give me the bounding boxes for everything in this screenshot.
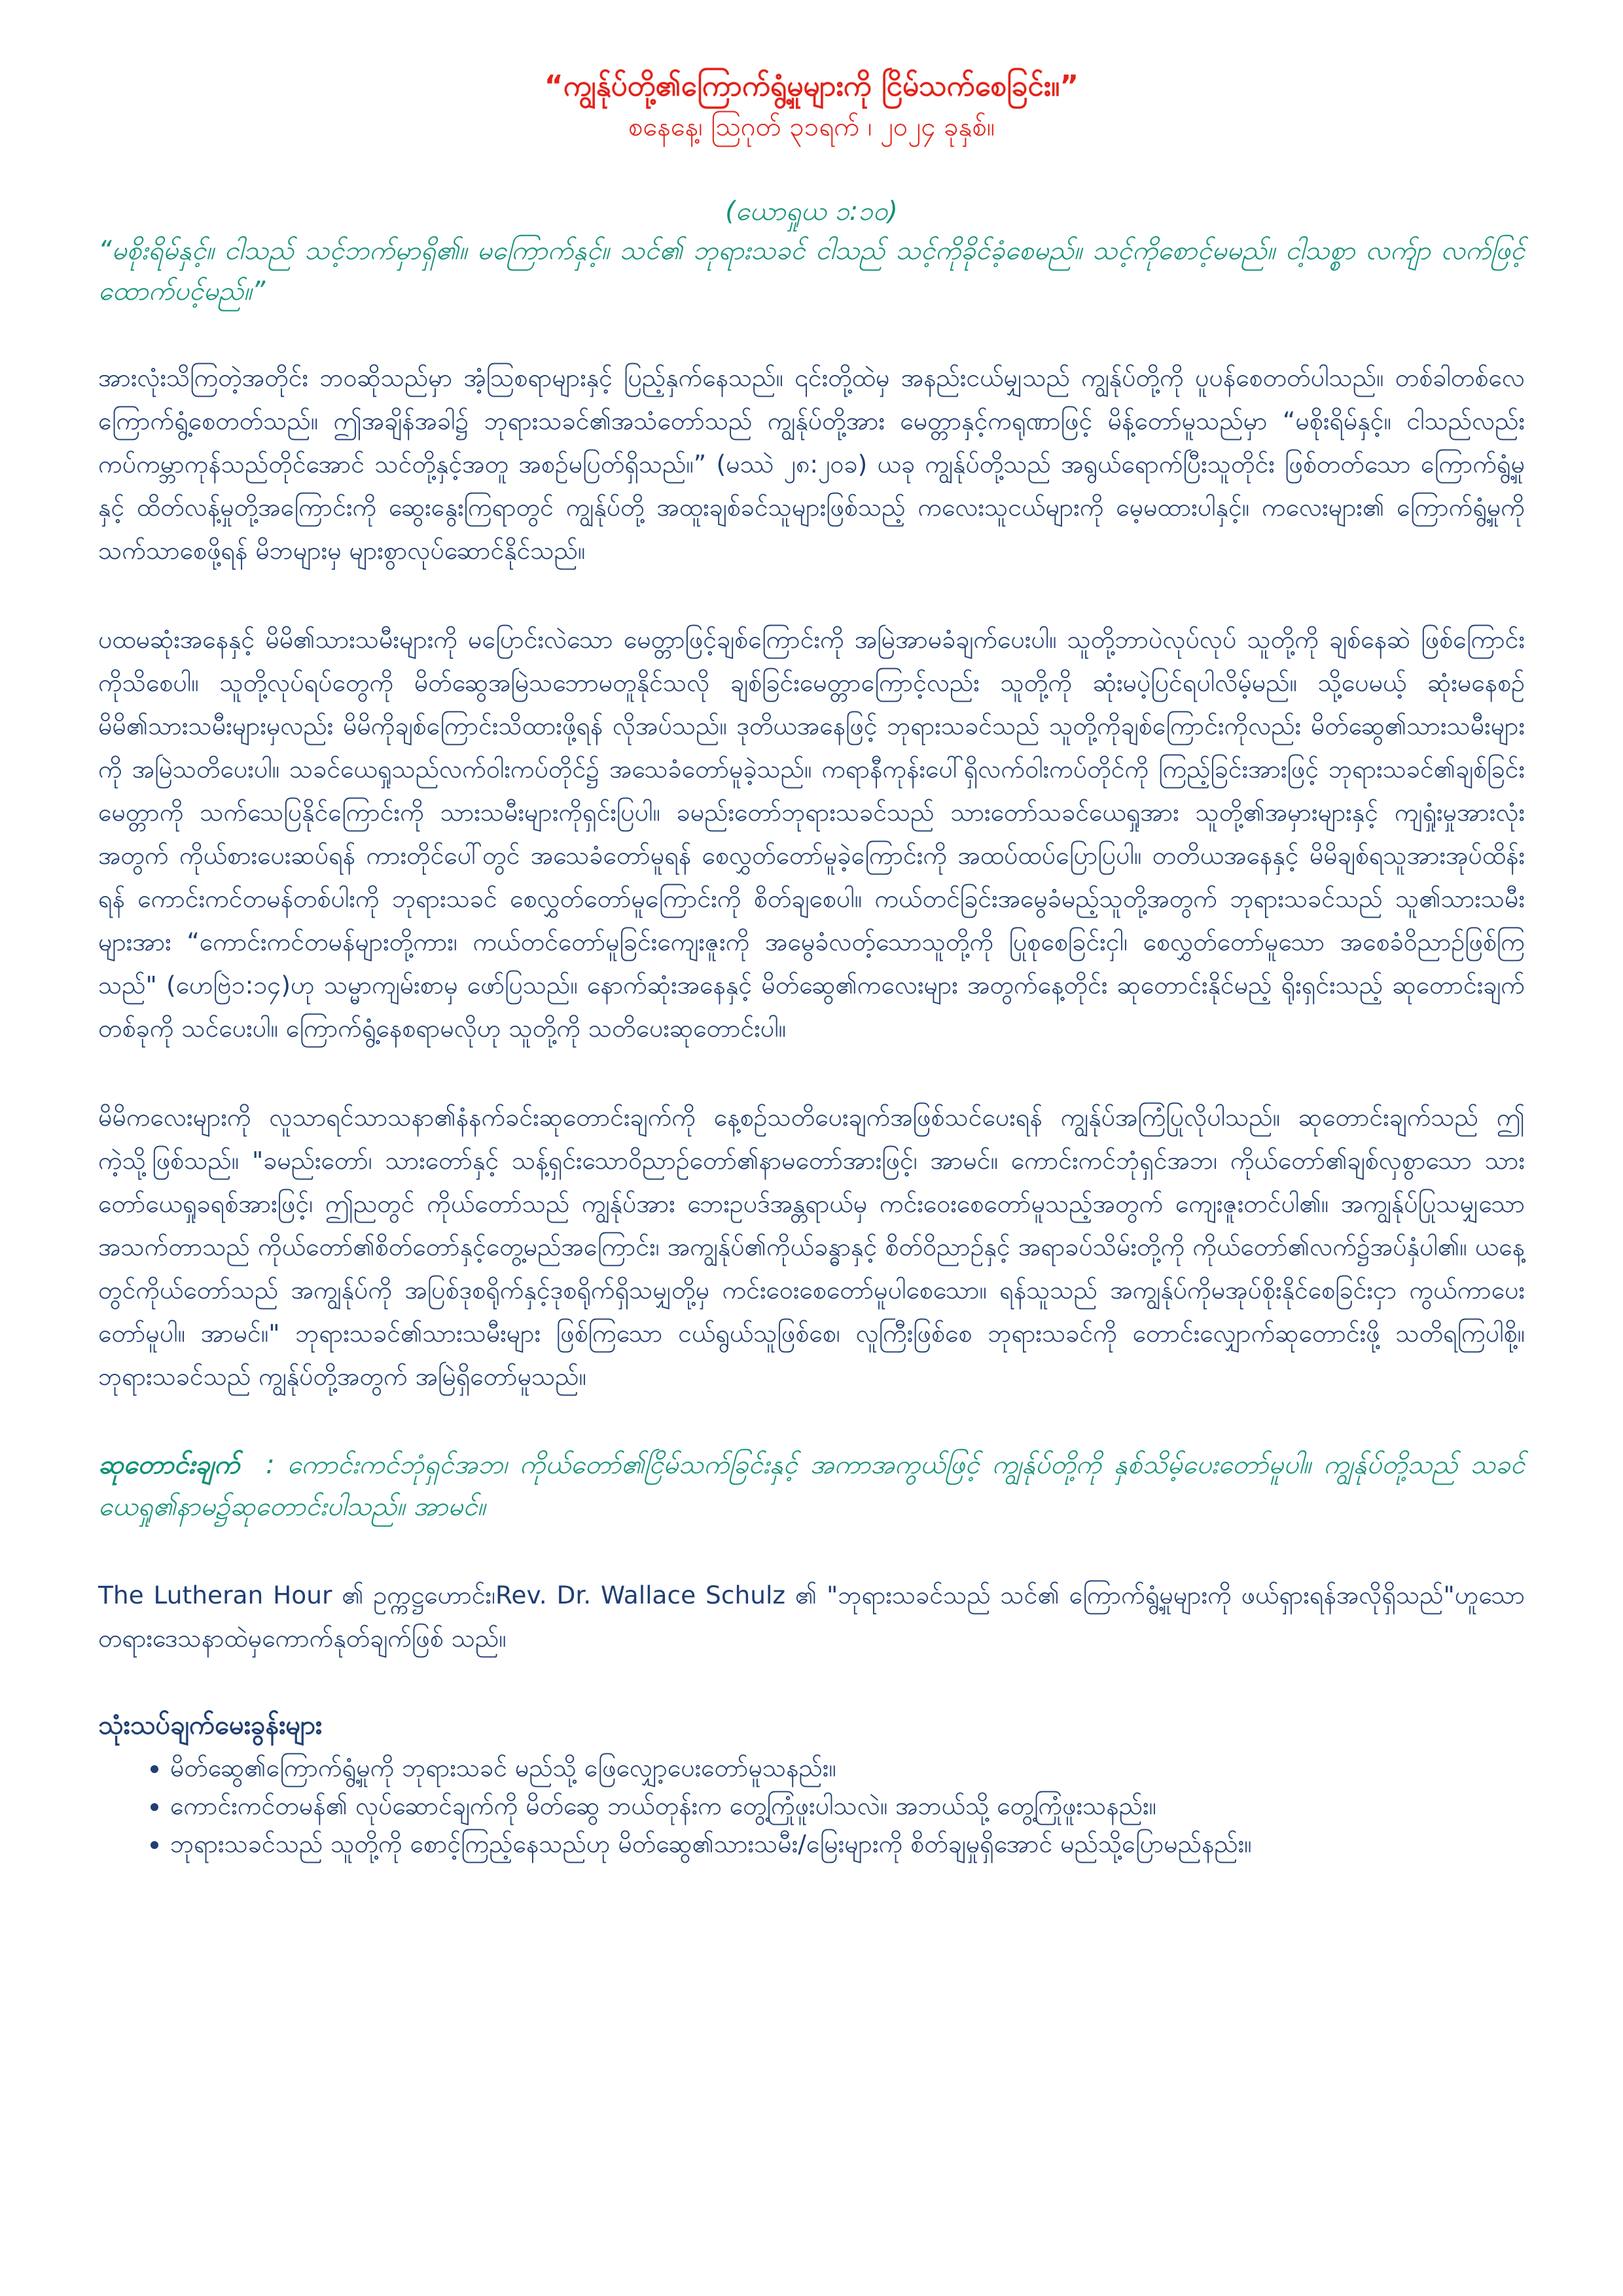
prayer-block bbox=[98, 1444, 1525, 1528]
page-title: “ကျွန်ုပ်တို့၏ကြောက်ရွံ့မှုများကို ငြိမ်သက်စေခြင်း။” bbox=[544, 69, 1079, 103]
body-paragraph-1: အားလုံးသိကြတဲ့အတိုင်း ဘဝဆိုသည်မှာ အံ့ဩစရာများနှင့် ပြည့်နှက်နေသည်။ ၎င်းတို့ထဲမှ အနည်းငယ်မျှသည် ကျွန်ုပ်တို့ကို ပူပန်စေတတ်ပါသည်။ တစ်ခါတစ်လေ ကြောက်ရွံ့စေတတ်သည်။ ဤအချိန်အခါ၌ ဘုရားသခင်၏အသံတော်သည် ကျွန်ုပ်တို့အား မေတ္တာနှင့်ကရုဏာဖြင့် မိန့်တော်မူသည်မှာ “မစိုးရိမ်နှင့်။ ငါသည်လည်း ကပ်ကမ္ဘာကုန်သည်တိုင်အောင် သင်တို့နှင့်အတူ အစဉ်မပြတ်ရှိသည်။” (မဿဲ ၂၈:၂၀ခ) ယခု ကျွန်ုပ်တို့သည် အရွယ်ရောက်ပြီးသူတိုင်း ဖြစ်တတ်သော ကြောက်ရွံ့မှုနှင့် ထိတ်လန့်မှုတို့အကြောင်းကို ဆွေးနွေးကြရာတွင် ကျွန်ုပ်တို့ အထူးချစ်ခင်သူများဖြစ်သည့် ကလေးသူငယ်များကို မေ့မထားပါနှင့်။ ကလေးများ၏ ကြောက်ရွံ့မှုကို သက်သာစေဖို့ရန် မိဘများမှ များစွာလုပ်ဆောင်နိုင်သည်။ bbox=[98, 363, 1525, 565]
reflection-questions bbox=[98, 1749, 1525, 1863]
body-paragraph-2: ပထမဆုံးအနေနှင့် မိမိ၏သားသမီးများကို မပြောင်းလဲသော မေတ္တာဖြင့်ချစ်ကြောင်းကို အမြဲအာမခံချက်ပေးပါ။ သူတို့ဘာပဲလုပ်လုပ် သူတို့ကို ချစ်နေဆဲ ဖြစ်ကြောင်းကိုသိစေပါ။ သူတို့လုပ်ရပ်တွေကို မိတ်ဆွေအမြဲသဘောမတူနိုင်သလို ချစ်ခြင်းမေတ္တာကြောင့်လည်း သူတို့ကို ဆုံးမပဲ့ပြင်ရပါလိမ့်မည်။ သို့ပေမယ့် ဆုံးမနေစဉ် မိမိ၏သားသမီးများမှလည်း မိမိကိုချစ်ကြောင်းသိထားဖို့ရန် လိုအပ်သည်။ ဒုတိယအနေဖြင့် ဘုရားသခင်သည် သူတို့ကိုချစ်ကြောင်းကိုလည်း မိတ်ဆွေ၏သားသမီးများကို အမြဲသတိပေးပါ။ သခင်ယေရှုသည်လက်ဝါးကပ်တိုင်၌ အသေခံတော်မူခဲ့သည်။ ကရာနီကုန်းပေါ်ရှိလက်ဝါးကပ်တိုင်ကို ကြည့်ခြင်းအားဖြင့် ဘုရားသခင်၏ချစ်ခြင်းမေတ္တာကို သက်သေပြနိုင်ကြောင်းကို သားသမီးများကိုရှင်းပြပါ။ ခမည်းတော်ဘုရားသခင်သည် သားတော်သခင်ယေရှုအား သူတို့၏အမှားများနှင့် ကျရှုံးမှုအားလုံးအတွက် ကိုယ်စားပေးဆပ်ရန် ကားတိုင်ပေါ်တွင် အသေခံတော်မူရန် စေလွှတ်တော်မူခဲ့ကြောင်းကို အထပ်ထပ်ပြောပြပါ။ တတိယအနေနှင့် မိမိချစ်ရသူအားအုပ်ထိန်းရန် ကောင်းကင်တမန်တစ်ပါးကို ဘုရားသခင် စေလွှတ်တော်မူကြောင်းကို စိတ်ချစေပါ။ ကယ်တင်ခြင်းအမွေခံမည့်သူတို့အတွက် ဘုရားသခင်သည် သူ၏သားသမီးများအား “ကောင်းကင်တမန်များတို့ကား၊ ကယ်တင်တော်မူခြင်းကျေးဇူးကို အမွေခံလတ့်သောသူတို့ကို ပြုစုစေခြင်းငှါ၊ စေလွှတ်တော်မူသော အစေခံဝိညာဉ်ဖြစ်ကြသည်" (ဟေဗြဲ၁:၁၄)ဟု သမ္မာကျမ်းစာမှ ဖော်ပြသည်။ နောက်ဆုံးအနေနှင့် မိတ်ဆွေ၏ကလေးများ အတွက်နေ့တိုင်း ဆုတောင်းနိုင်မည့် ရိုးရှင်းသည့် ဆုတောင်းချက်တစ်ခုကို သင်ပေးပါ။ ကြောက်ရွံ့နေစရာမလိုဟု သူတို့ကို သတိပေးဆုတောင်းပါ။ bbox=[98, 625, 1525, 1043]
scripture-reference: (ယောရှုယ ၁:၁၀) bbox=[725, 196, 898, 226]
reflection-heading: သုံးသပ်ချက်မေးခွန်းများ bbox=[98, 1710, 323, 1740]
body-paragraph-3: မိမိကလေးများကို လူသာရင်သာသနာ၏နံနက်ခင်းဆုတောင်းချက်ကို နေ့စဉ်သတိပေးချက်အဖြစ်သင်ပေးရန် ကျွန်ုပ်အကြံပြုလိုပါသည်။ ဆုတောင်းချက်သည် ဤကဲ့သို့ဖြစ်သည်။ "ခမည်းတော်၊ သားတော်နှင့် သန့်ရှင်းသောဝိညာဉ်တော်၏နာမတော်အားဖြင့်၊ အာမင်။ ကောင်းကင်ဘုံရှင်အဘ၊ ကိုယ်တော်၏ချစ်လှစွာသော သားတော်ယေရှုခရစ်အားဖြင့်၊ ဤညတွင် ကိုယ်တော်သည် ကျွန်ုပ်အား ဘေးဥပဒ်အန္တရာယ်မှ ကင်းဝေးစေတော်မူသည့်အတွက် ကျေးဇူးတင်ပါ၏။ အကျွန်ုပ်ပြုသမျှသော အသက်တာသည် ကိုယ်တော်၏စိတ်တော်နှင့်တွေ့မည်အကြောင်း၊ အကျွန်ုပ်၏ကိုယ်ခန္ဓာနှင့် စိတ်ဝိညာဉ်နှင့် အရာခပ်သိမ်းတို့ကို ကိုယ်တော်၏လက်၌အပ်နှံပါ၏။ ယနေ့တွင်ကိုယ်တော်သည် အကျွန်ုပ်ကို အပြစ်ဒုစရိုက်နှင့်ဒုစရိုက်ရှိသမျှတို့မှ ကင်းဝေးစေတော်မူပါစေသော။ ရန်သူသည် အကျွန်ုပ်ကိုမအုပ်စိုးနိုင်စေခြင်းငှာ ကွယ်ကာပေးတော်မူပါ။ အာမင်။" ဘုရားသခင်၏သားသမီးများ ဖြစ်ကြသော ငယ်ရွယ်သူဖြစ်စေ၊ လူကြီးဖြစ်စေ ဘုရားသခင်ကို တောင်းလျှောက်ဆုတောင်းဖို့ သတိရကြပါစို့။ ဘုရားသခင်သည် ကျွန်ုပ်တို့အတွက် အမြဲရှိတော်မူသည်။ bbox=[98, 1103, 1525, 1391]
prayer-label: ဆုတောင်းချက် bbox=[98, 1450, 240, 1480]
page-date: စနေနေ့၊ ဩဂုတ် ၃၁ရက် ၊ ၂၀၂၄ ခုနှစ်။ bbox=[628, 112, 995, 142]
reflection-question: • ကောင်းကင်တမန်၏ လုပ်ဆောင်ချက်ကို မိတ်ဆွေ ဘယ်တုန်းက တွေ့ကြုံဖူးပါသလဲ။ အဘယ်သို့ တွေ့ကြုံဖူးသနည်း။ bbox=[170, 1787, 1525, 1825]
prayer-text: : ကောင်းကင်ဘုံရှင်အဘ၊ ကိုယ်တော်၏ငြိမ်သက်ခြင်းနှင့် အကာအကွယ်ဖြင့် ကျွန်ုပ်တို့ကို နှစ်သိမ့်ပေးတော်မူပါ။ ကျွန်ုပ်တို့သည် သခင်ယေရှု၏နာမ၌ဆုတောင်းပါသည်။ အာမင်။ bbox=[98, 1450, 1525, 1522]
reflection-question: • ဘုရားသခင်သည် သူတို့ကို စောင့်ကြည့်နေသည်ဟု မိတ်ဆွေ၏သားသမီး/မြေးများကို စိတ်ချမှုရှိအောင် မည်သို့ပြောမည်နည်း။ bbox=[170, 1825, 1525, 1863]
reflection-question: • မိတ်ဆွေ၏ကြောက်ရွံ့မှုကို ဘုရားသခင် မည်သို့ ဖြေလျှော့ပေးတော်မူသနည်း။ bbox=[170, 1749, 1525, 1787]
scripture-verse: “မစိုးရိမ်နှင့်။ ငါသည် သင့်ဘက်မှာရှိ၏။ မကြောက်နှင့်။ သင်၏ ဘုရားသခင် ငါသည် သင့်ကိုခိုင်ခံ့စေမည်။ သင့်ကိုစောင့်မမည်။ ငါ့သစ္စာ လက်ျာ လက်ဖြင့် ထောက်ပင့်မည်။” bbox=[98, 236, 1525, 306]
sermon-credit: The Lutheran Hour ၏ ဥက္ကဋ္ဌဟောင်း၊Rev. Dr. Wallace Schulz ၏ "ဘုရားသခင်သည် သင်၏ ကြောက်ရွံ့မှုများကို ဖယ်ရှားရန်အလိုရှိသည်"ဟူသောတရားဒေသနာထဲမှကောက်နုတ်ချက်ဖြစ် သည်။ bbox=[98, 1581, 1525, 1653]
